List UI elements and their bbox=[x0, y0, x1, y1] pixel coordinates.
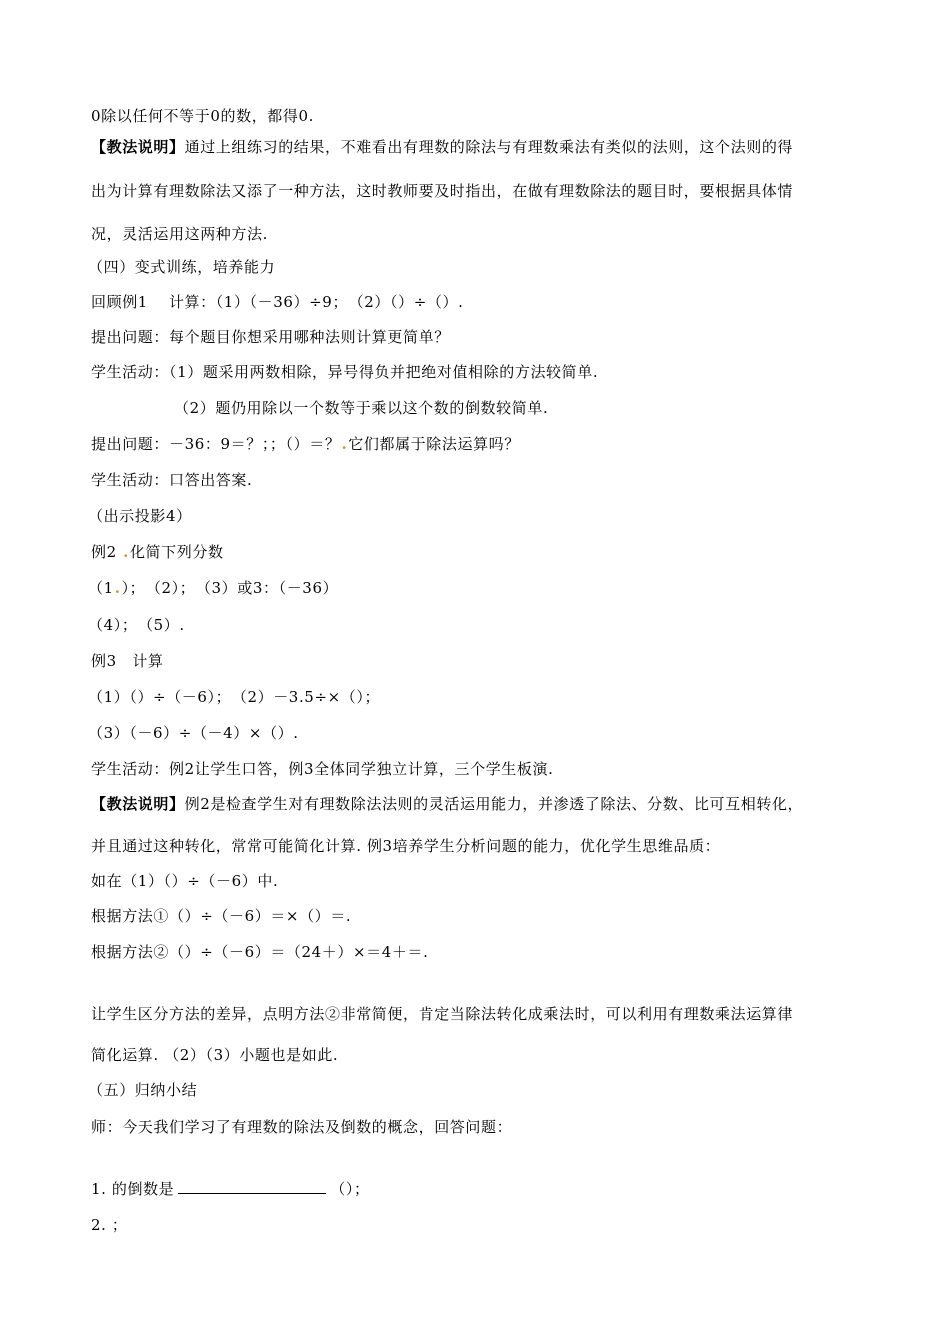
teaching-note-label: 【教法说明】 bbox=[91, 795, 185, 813]
text-line: 况，灵活运用这两种方法. bbox=[91, 225, 268, 243]
answer-blank[interactable] bbox=[178, 1179, 326, 1194]
section-heading: （五）归纳小结 bbox=[88, 1081, 198, 1099]
text-line: （3）（－6）÷（－4）×（）. bbox=[88, 724, 299, 742]
text-line bbox=[91, 542, 224, 562]
text-line: 根据方法②（）÷（－6）＝（24＋）×＝4＋＝. bbox=[91, 943, 429, 961]
text-line: 如在（1）（）÷（－6）中. bbox=[91, 872, 279, 890]
text-span: ）； （2）； （3）或3：（－36） bbox=[121, 579, 339, 597]
question-line bbox=[91, 1179, 370, 1199]
orange-dot-mark: . bbox=[123, 543, 129, 561]
text-line: 例3 计算 bbox=[91, 652, 164, 670]
text-span: 化简下列分数 bbox=[129, 543, 224, 561]
text-line: （1）（）÷（－6）； （2）－3.5÷×（）； bbox=[88, 688, 381, 706]
text-line: 出为计算有理数除法又添了一种方法，这时教师要及时指出，在做有理数除法的题目时，要根据具体情 bbox=[91, 182, 794, 200]
text-line bbox=[91, 794, 803, 814]
text-line: 回顾例1 计算：（1）（－36）÷9； （2）（）÷（）. bbox=[91, 293, 464, 311]
text-line bbox=[91, 434, 520, 454]
text-span: 1. 的倒数是 bbox=[91, 1180, 175, 1198]
text-span: （1 bbox=[88, 579, 114, 597]
text-line: 学生活动：例2让学生口答，例3全体同学独立计算，三个学生板演. bbox=[91, 760, 554, 778]
text-span: （）； bbox=[330, 1180, 370, 1198]
orange-dot-mark: . bbox=[341, 435, 348, 453]
teaching-note-label: 【教法说明】 bbox=[91, 138, 185, 156]
text-line: 根据方法①（）÷（－6）＝×（）＝. bbox=[91, 907, 352, 925]
section-heading: （四）变式训练，培养能力 bbox=[88, 258, 276, 276]
text-line: 提出问题：每个题目你想采用哪种法则计算更简单？ bbox=[91, 328, 450, 346]
text-line: （出示投影4） bbox=[88, 507, 192, 525]
question-line: 2. ； bbox=[91, 1216, 128, 1234]
text-line: 简化运算. （2）（3）小题也是如此. bbox=[91, 1046, 339, 1064]
text-line: 学生活动：口答出答案. bbox=[91, 471, 253, 489]
text-line: （4）； （5）. bbox=[88, 616, 185, 634]
orange-dot-mark: . bbox=[114, 579, 121, 597]
text-line: 师：今天我们学习了有理数的除法及倒数的概念，回答问题： bbox=[91, 1118, 513, 1136]
text-line: 让学生区分方法的差异，点明方法②非常简便，肯定当除法转化成乘法时，可以利用有理数乘法运算律 bbox=[91, 1005, 794, 1023]
text-span: 提出问题：－36：9＝？；；（）＝？ bbox=[91, 435, 341, 453]
text-line bbox=[91, 137, 793, 157]
text-line: 学生活动：（1）题采用两数相除，异号得负并把绝对值相除的方法较简单. bbox=[91, 363, 599, 381]
text-line: （2）题仍用除以一个数等于乘以这个数的倒数较简单. bbox=[174, 399, 549, 417]
text-line: 并且通过这种转化，常常可能简化计算. 例3培养学生分析问题的能力，优化学生思维品质： bbox=[91, 837, 721, 855]
example-label: 例2 bbox=[91, 543, 123, 561]
text-span: 它们都属于除法运算吗？ bbox=[348, 435, 520, 453]
text-line bbox=[88, 578, 338, 598]
text-span: 通过上组练习的结果，不难看出有理数的除法与有理数乘法有类似的法则，这个法则的得 bbox=[184, 138, 794, 156]
text-line: 0除以任何不等于0的数，都得0. bbox=[91, 107, 314, 125]
text-span: 例2是检查学生对有理数除法法则的灵活运用能力，并渗透了除法、分数、比可互相转化， bbox=[184, 795, 804, 813]
